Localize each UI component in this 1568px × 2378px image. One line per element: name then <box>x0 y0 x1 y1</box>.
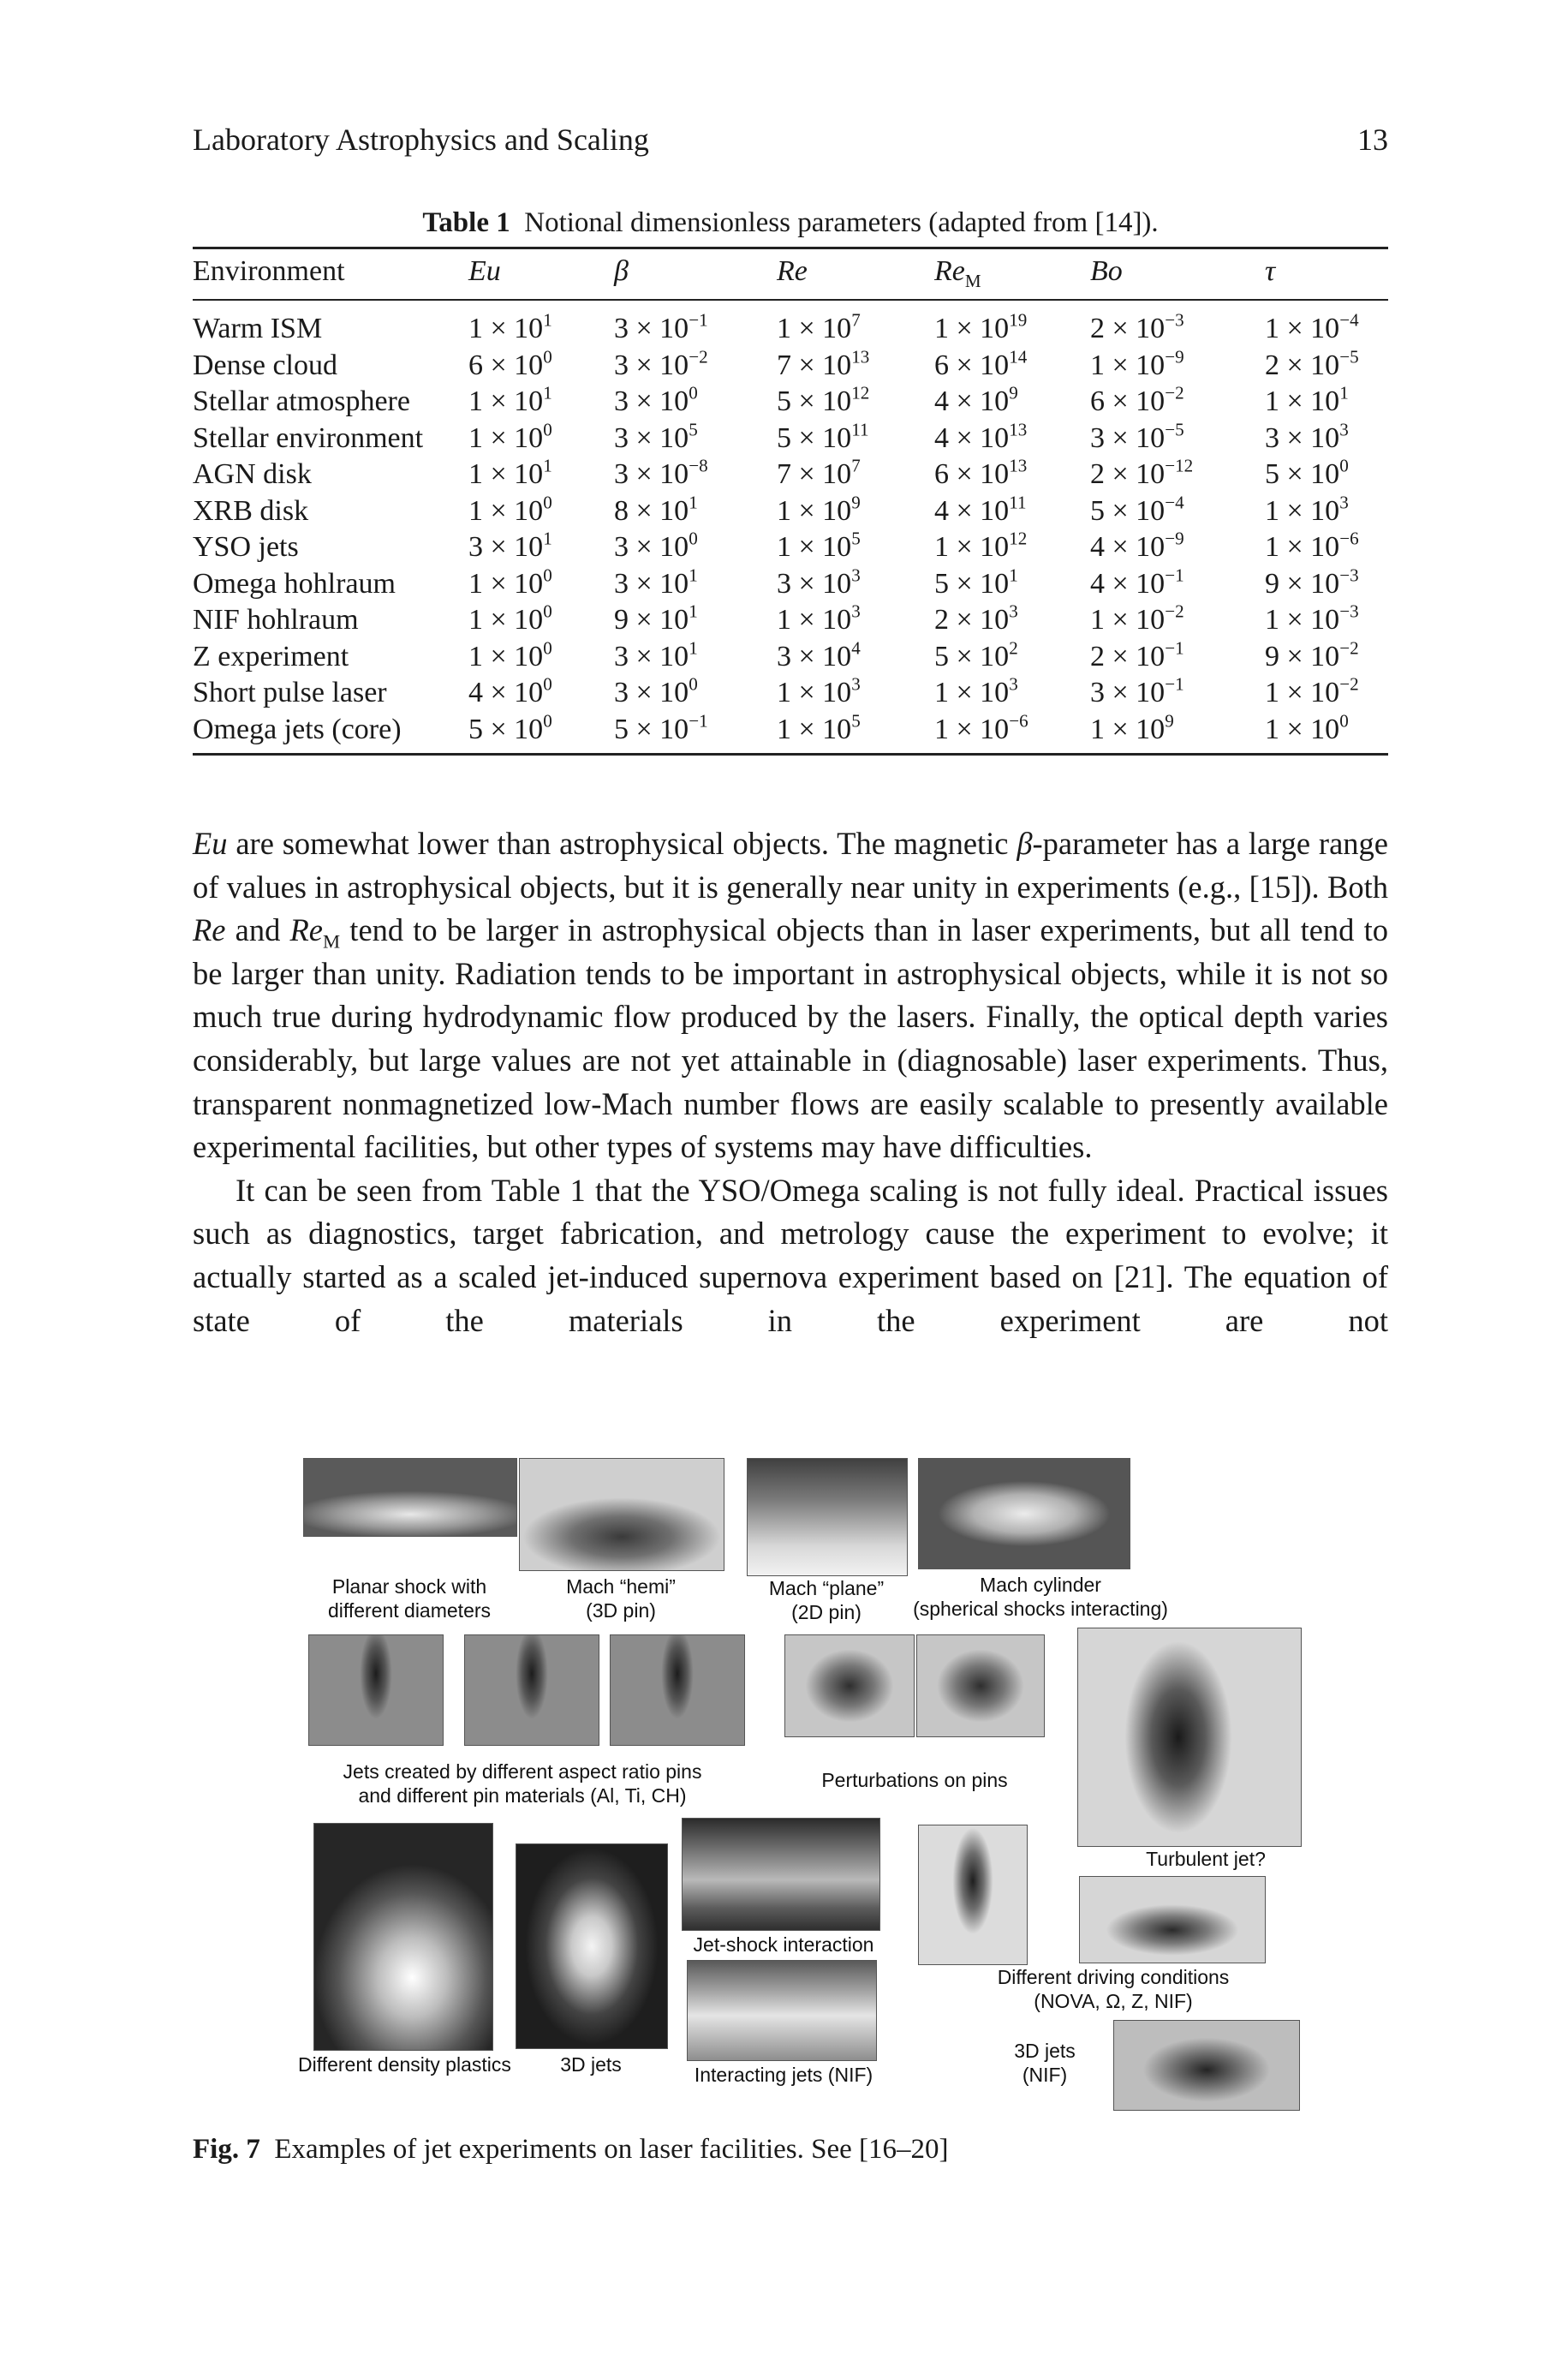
mach-cylinder-image <box>918 1458 1130 1569</box>
table-body <box>193 300 1388 755</box>
interacting-jets-image <box>687 1960 877 2061</box>
cell-rem: $1 \times 10^3$ <box>934 673 1018 709</box>
cell-bo: $3 \times 10^{-1}$ <box>1090 673 1184 709</box>
table-row <box>193 639 1388 676</box>
cell-eu: $1 \times 10^0$ <box>468 565 552 600</box>
header-tau: τ <box>1265 255 1276 287</box>
cell-eu: $1 \times 10^1$ <box>468 455 552 491</box>
cell-bo: $1 \times 10^{-2}$ <box>1090 600 1184 636</box>
label-planar-shock: Planar shock with different diameters <box>327 1575 492 1622</box>
label-mach-hemi: Mach “hemi” (3D pin) <box>566 1575 676 1622</box>
cell-beta: $3 \times 10^{-2}$ <box>614 346 708 381</box>
label-driving-conditions: Different driving conditions (NOVA, Ω, Z, NIF) <box>997 1966 1230 2012</box>
3d-jets-image <box>516 1843 668 2049</box>
cell-re: $3 \times 10^4$ <box>777 637 861 672</box>
cell-beta: $3 \times 10^1$ <box>614 565 698 600</box>
cell-bo: $3 \times 10^{-5}$ <box>1090 419 1184 454</box>
table-row <box>193 566 1388 603</box>
cell-environment: Stellar atmosphere <box>193 385 410 418</box>
cell-bo: $4 \times 10^{-9}$ <box>1090 528 1184 564</box>
header-eu: Eu <box>468 255 501 287</box>
cell-bo: $2 \times 10^{-3}$ <box>1090 309 1184 345</box>
label-density-plastics: Different density plastics <box>298 2053 511 2076</box>
cell-environment: NIF hohlraum <box>193 604 359 636</box>
table-caption-text: Notional dimensionless parameters (adapted from [14]). <box>524 207 1159 238</box>
cell-eu: $1 \times 10^0$ <box>468 419 552 454</box>
cell-re: $5 \times 10^{12}$ <box>777 382 870 418</box>
label-3d-jets: 3D jets <box>560 2053 622 2076</box>
cell-environment: Omega jets (core) <box>193 713 402 745</box>
cell-bo: $4 \times 10^{-1}$ <box>1090 565 1184 600</box>
paragraph-1: Eu are somewhat lower than astrophysical objects. The magnetic β-parameter has a large range of values in astrophysical objects, but it is generally near unity in experiments (e.g., [15]). Both Re and $Re_M$ tend to be larger in astrophysical objects than in laser experiments, but all tend to be larger than unity. Radiation tends to be important in astrophysical objects, while it is not so much true during hydrodynamic flow produced by the lasers. Finally, the optical depth varies considerably, but large values are not yet attainable in (diagnosable) laser experiments. Thus, transparent nonmagnetized low-Mach number flows are easily scalable to presently available experimental facilities, but other types of systems may have difficulties. <box>193 826 1388 1165</box>
figure-7 <box>300 1448 1302 2116</box>
cell-beta: $8 \times 10^1$ <box>614 492 698 527</box>
table-row <box>193 602 1388 639</box>
cell-bo: $2 \times 10^{-1}$ <box>1090 637 1184 672</box>
cell-environment: Omega hohlraum <box>193 567 396 600</box>
label-mach-plane: Mach “plane” (2D pin) <box>768 1577 885 1623</box>
cell-beta: $3 \times 10^1$ <box>614 637 698 672</box>
cell-rem: $4 \times 10^{13}$ <box>934 419 1028 454</box>
cell-environment: AGN disk <box>193 458 312 491</box>
cell-rem: $5 \times 10^1$ <box>934 565 1018 600</box>
cell-tau: $1 \times 10^{-2}$ <box>1265 673 1359 709</box>
running-title: Laboratory Astrophysics and Scaling <box>193 122 649 157</box>
paragraph-2: It can be seen from Table 1 that the YSO/Omega scaling is not fully ideal. Practical issues such as diagnostics, target fabrication, and metrology cause the experiment to evolve; it actually started as a scaled jet-induced supernova experiment based on [21]. The equation of state of the materials in the experiment are not <box>193 1172 1388 1338</box>
cell-re: $1 \times 10^5$ <box>777 710 861 745</box>
cell-rem: $1 \times 10^{19}$ <box>934 309 1028 345</box>
cell-tau: $9 \times 10^{-2}$ <box>1265 637 1359 672</box>
jet-image-3 <box>610 1634 745 1746</box>
running-head <box>193 122 1388 158</box>
cell-environment: Stellar environment <box>193 421 424 454</box>
table-row <box>193 300 1388 348</box>
parameters-table <box>193 247 1388 756</box>
cell-environment: YSO jets <box>193 531 299 564</box>
table-row <box>193 384 1388 421</box>
label-jets-aspect-ratio: Jets created by different aspect ratio pins and different pin materials (Al, Ti, CH) <box>343 1760 702 1807</box>
cell-rem: $6 \times 10^{14}$ <box>934 346 1028 381</box>
cell-tau: $1 \times 10^0$ <box>1265 710 1349 745</box>
planar-shock-image <box>303 1458 517 1537</box>
table-row <box>193 675 1388 712</box>
cell-bo: $6 \times 10^{-2}$ <box>1090 382 1184 418</box>
driving-conditions-image-2 <box>1079 1876 1266 1963</box>
cell-re: $1 \times 10^9$ <box>777 492 861 527</box>
cell-tau: $1 \times 10^{-6}$ <box>1265 528 1359 564</box>
jet-image-1 <box>308 1634 444 1746</box>
mach-plane-image <box>747 1458 908 1576</box>
table-row <box>193 529 1388 566</box>
cell-tau: $5 \times 10^0$ <box>1265 455 1349 491</box>
figure-caption-label: Fig. 7 <box>193 2134 260 2165</box>
cell-environment: Dense cloud <box>193 349 338 381</box>
cell-rem: $5 \times 10^2$ <box>934 637 1018 672</box>
cell-beta: $3 \times 10^{-1}$ <box>614 309 708 345</box>
figure-caption-text: Examples of jet experiments on laser facilities. See [16–20] <box>274 2134 949 2165</box>
cell-tau: $1 \times 10^{-3}$ <box>1265 600 1359 636</box>
cell-tau: $2 \times 10^{-5}$ <box>1265 346 1359 381</box>
cell-re: $3 \times 10^3$ <box>777 565 861 600</box>
jet-shock-image <box>682 1818 880 1931</box>
header-re: Re <box>777 255 808 287</box>
cell-environment: Z experiment <box>193 640 349 672</box>
table-row <box>193 712 1388 755</box>
cell-beta: $3 \times 10^0$ <box>614 382 698 418</box>
cell-beta: $9 \times 10^1$ <box>614 600 698 636</box>
cell-tau: $9 \times 10^{-3}$ <box>1265 565 1359 600</box>
jet-image-2 <box>464 1634 599 1746</box>
label-mach-cylinder: Mach cylinder (spherical shocks interacting) <box>913 1574 1168 1620</box>
cell-eu: $1 \times 10^1$ <box>468 382 552 418</box>
cell-re: $1 \times 10^3$ <box>777 673 861 709</box>
cell-rem: $2 \times 10^3$ <box>934 600 1018 636</box>
cell-rem: $6 \times 10^{13}$ <box>934 455 1028 491</box>
density-plastics-image <box>313 1823 493 2051</box>
cell-re: $1 \times 10^3$ <box>777 600 861 636</box>
table-row <box>193 493 1388 530</box>
cell-re: $5 \times 10^{11}$ <box>777 419 869 454</box>
cell-beta: $3 \times 10^{-8}$ <box>614 455 708 491</box>
cell-rem: $4 \times 10^{11}$ <box>934 492 1027 527</box>
cell-beta: $3 \times 10^0$ <box>614 528 698 564</box>
header-rem: $Re_M$ <box>934 255 981 291</box>
cell-eu: $5 \times 10^0$ <box>468 710 552 745</box>
cell-re: $7 \times 10^{13}$ <box>777 346 870 381</box>
cell-eu: $1 \times 10^0$ <box>468 492 552 527</box>
cell-environment: XRB disk <box>193 494 309 527</box>
header-bo: Bo <box>1090 255 1123 287</box>
driving-conditions-image-1 <box>918 1825 1028 1965</box>
cell-rem: $1 \times 10^{-6}$ <box>934 710 1028 745</box>
cell-tau: $1 \times 10^3$ <box>1265 492 1349 527</box>
table-row <box>193 348 1388 385</box>
header-environment: Environment <box>193 255 345 287</box>
table-header-row <box>193 248 1388 301</box>
cell-re: $1 \times 10^7$ <box>777 309 861 345</box>
cell-bo: $2 \times 10^{-12}$ <box>1090 455 1194 491</box>
cell-environment: Warm ISM <box>193 313 323 345</box>
cell-eu: $6 \times 10^0$ <box>468 346 552 381</box>
table-row <box>193 421 1388 457</box>
cell-beta: $5 \times 10^{-1}$ <box>614 710 708 745</box>
mach-hemi-image <box>519 1458 724 1571</box>
cell-re: $1 \times 10^5$ <box>777 528 861 564</box>
turbulent-jet-image <box>1077 1628 1302 1847</box>
cell-beta: $3 \times 10^5$ <box>614 419 698 454</box>
label-interacting-jets: Interacting jets (NIF) <box>694 2064 873 2086</box>
cell-bo: $1 \times 10^{-9}$ <box>1090 346 1184 381</box>
cell-tau: $1 \times 10^1$ <box>1265 382 1349 418</box>
body-text <box>193 822 1388 1342</box>
perturbation-image-1 <box>784 1634 915 1737</box>
cell-re: $7 \times 10^7$ <box>777 455 861 491</box>
cell-eu: $1 \times 10^0$ <box>468 600 552 636</box>
label-jet-shock: Jet-shock interaction <box>693 1933 874 1956</box>
cell-eu: $3 \times 10^1$ <box>468 528 552 564</box>
cell-bo: $5 \times 10^{-4}$ <box>1090 492 1184 527</box>
cell-tau: $3 \times 10^3$ <box>1265 419 1349 454</box>
figure-caption <box>193 2134 1388 2166</box>
3d-jets-nif-image <box>1113 2020 1300 2111</box>
cell-bo: $1 \times 10^9$ <box>1090 710 1174 745</box>
cell-environment: Short pulse laser <box>193 677 387 709</box>
cell-rem: $1 \times 10^{12}$ <box>934 528 1028 564</box>
header-beta: β <box>614 255 629 287</box>
cell-beta: $3 \times 10^0$ <box>614 673 698 709</box>
perturbation-image-2 <box>916 1634 1045 1737</box>
cell-eu: $1 \times 10^1$ <box>468 309 552 345</box>
label-3d-jets-nif: 3D jets (NIF) <box>1014 2040 1076 2086</box>
table-caption-label: Table 1 <box>422 207 510 238</box>
page-number: 13 <box>1357 122 1388 157</box>
label-turbulent-jet: Turbulent jet? <box>1146 1848 1266 1870</box>
cell-eu: $4 \times 10^0$ <box>468 673 552 709</box>
label-perturbations: Perturbations on pins <box>821 1769 1008 1791</box>
cell-rem: $4 \times 10^9$ <box>934 382 1018 418</box>
table-row <box>193 457 1388 493</box>
cell-tau: $1 \times 10^{-4}$ <box>1265 309 1359 345</box>
cell-eu: $1 \times 10^0$ <box>468 637 552 672</box>
table-caption <box>193 207 1388 239</box>
